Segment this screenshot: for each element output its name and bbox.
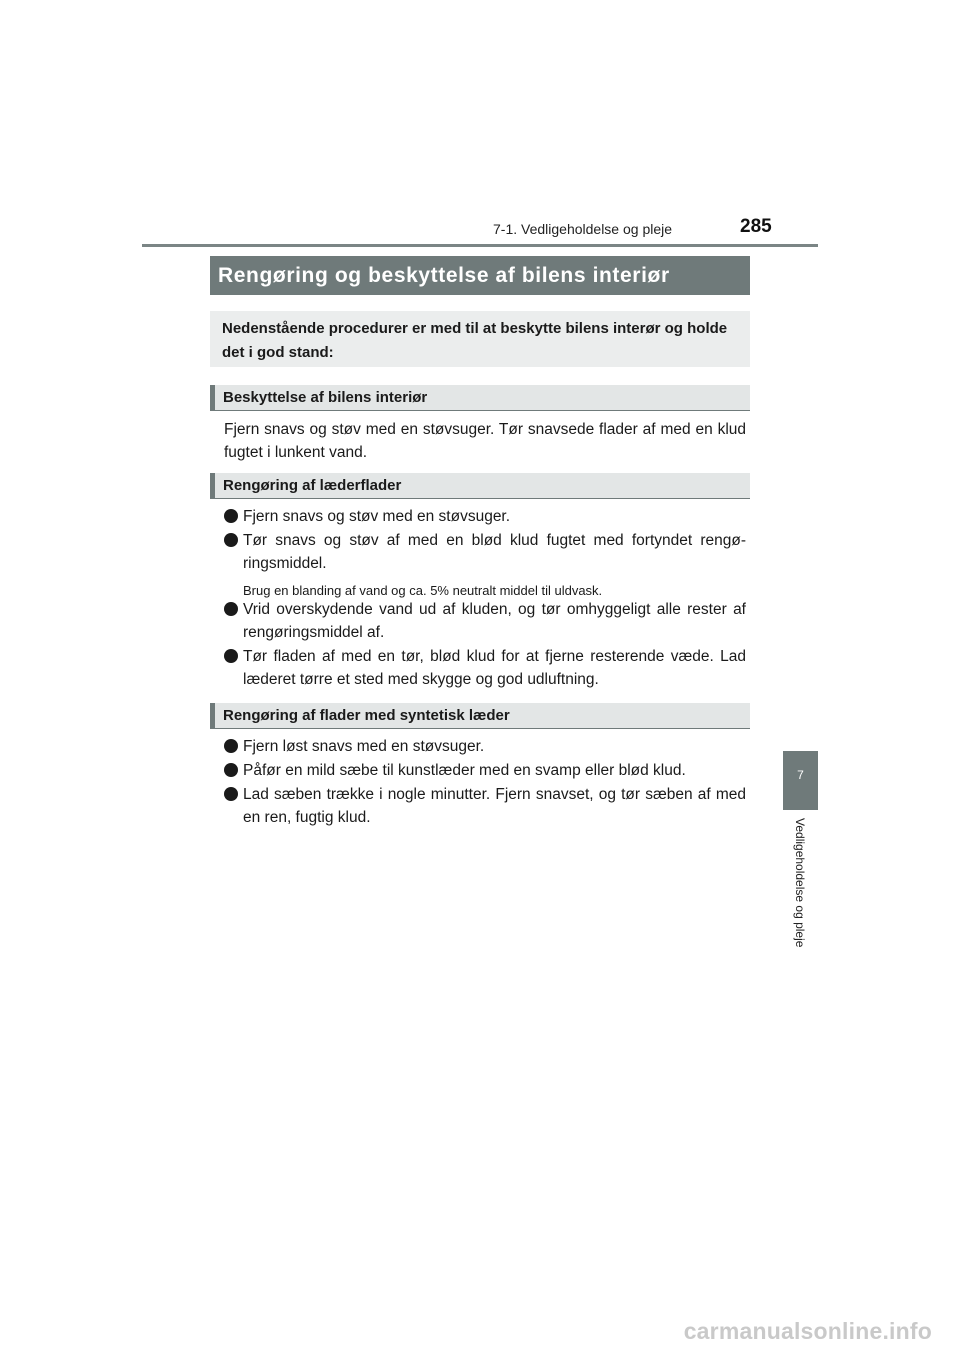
list-item-text: Tør snavs og støv af med en blød klud fugtet med fortyndet rengø-ringsmiddel.	[243, 532, 746, 572]
page-number: 285	[740, 216, 772, 237]
bullet-dot	[224, 509, 238, 523]
list-item	[224, 783, 746, 829]
chapter-tab: 7	[783, 751, 818, 810]
watermark: carmanualsonline.info	[683, 1318, 932, 1344]
intro-box: Nedenstående procedurer er med til at beskytte bilens interør og holde det i god stand:	[210, 311, 750, 367]
bullet-dot	[224, 739, 238, 753]
list-item	[224, 645, 746, 691]
list-item-text: Vrid overskydende vand ud af kluden, og tør omhyggeligt alle rester af rengøringsmiddel af.	[243, 601, 746, 641]
section-heading-synthetic-leather: Rengøring af flader med syntetisk læder	[210, 703, 750, 729]
bullet-dot	[224, 763, 238, 777]
bullet-dot	[224, 533, 238, 547]
list-item-text: Fjern snavs og støv med en støvsuger.	[243, 508, 511, 525]
header-section-title: 7-1. Vedligeholdelse og pleje	[493, 221, 673, 237]
list-item-text: Lad sæben trække i nogle minutter. Fjern snavset, og tør sæben af med en ren, fugtig klud.	[243, 786, 746, 826]
list-item	[224, 529, 746, 575]
page-title: Rengøring og beskyttelse af bilens interiør	[210, 256, 750, 295]
bullet-dot	[224, 649, 238, 663]
list-item	[224, 735, 746, 758]
section-text-protection: Fjern snavs og støv med en støvsuger. Tør snavsede flader af med en klud fugtet i lunkent vand.	[224, 421, 746, 461]
chapter-tab-label: Vedligeholdelse og pleje	[793, 818, 807, 948]
list-item-text: Påfør en mild sæbe til kunstlæder med en svamp eller blød klud.	[243, 762, 686, 779]
note-text: Brug en blanding af vand og ca. 5% neutralt middel til uldvask.	[243, 583, 603, 598]
bullet-dot	[224, 602, 238, 616]
list-item-text: Fjern løst snavs med en støvsuger.	[243, 738, 485, 755]
header-rule	[142, 244, 818, 247]
list-item	[224, 505, 746, 528]
list-item	[224, 598, 746, 644]
list-item-text: Tør fladen af med en tør, blød klud for at fjerne resterende væde. Lad læderet tørre et sted med skygge og god udluftning.	[243, 648, 746, 688]
section-heading-protection: Beskyttelse af bilens interiør	[210, 385, 750, 411]
list-item	[224, 759, 746, 782]
bullet-dot	[224, 787, 238, 801]
section-heading-leather: Rengøring af læderflader	[210, 473, 750, 499]
